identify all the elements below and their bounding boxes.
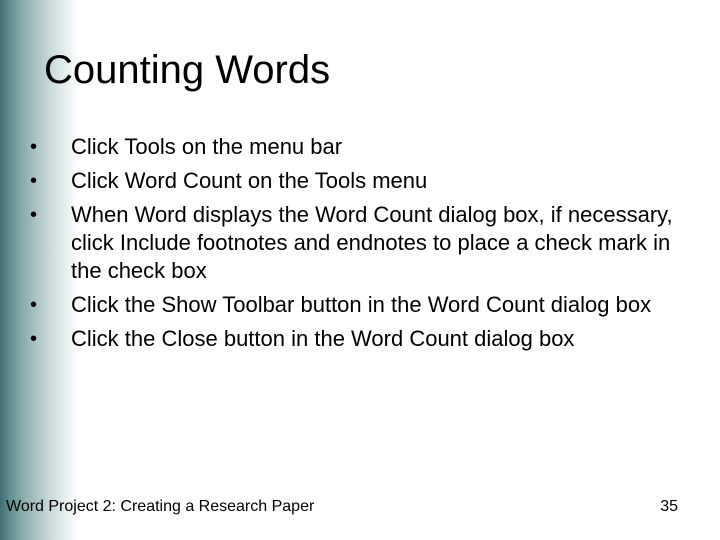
bullet-dot-icon: • [30, 294, 38, 316]
slide-title: Counting Words [44, 48, 331, 92]
bullet-item [28, 201, 698, 285]
bullet-item [28, 291, 698, 319]
bullet-text: Click the Show Toolbar button in the Word Count dialog box [71, 292, 652, 317]
bullet-dot-icon: • [30, 204, 38, 226]
bullet-item [28, 167, 698, 195]
page-number: 35 [660, 498, 678, 515]
bullet-dot-icon: • [30, 170, 38, 192]
bullet-text: When Word displays the Word Count dialog box, if necessary, click Include footnotes and endnotes to place a check mark in the check box [71, 202, 673, 283]
bullet-dot-icon: • [30, 136, 38, 158]
bullet-text: Click Tools on the menu bar [71, 134, 343, 159]
footer-title: Word Project 2: Creating a Research Paper [6, 498, 315, 515]
bullet-list [28, 133, 698, 353]
bullet-item [28, 133, 698, 161]
bullet-text: Click Word Count on the Tools menu [71, 168, 428, 193]
bullet-text: Click the Close button in the Word Count dialog box [71, 326, 575, 351]
bullet-dot-icon: • [30, 328, 38, 350]
bullet-item [28, 325, 698, 353]
